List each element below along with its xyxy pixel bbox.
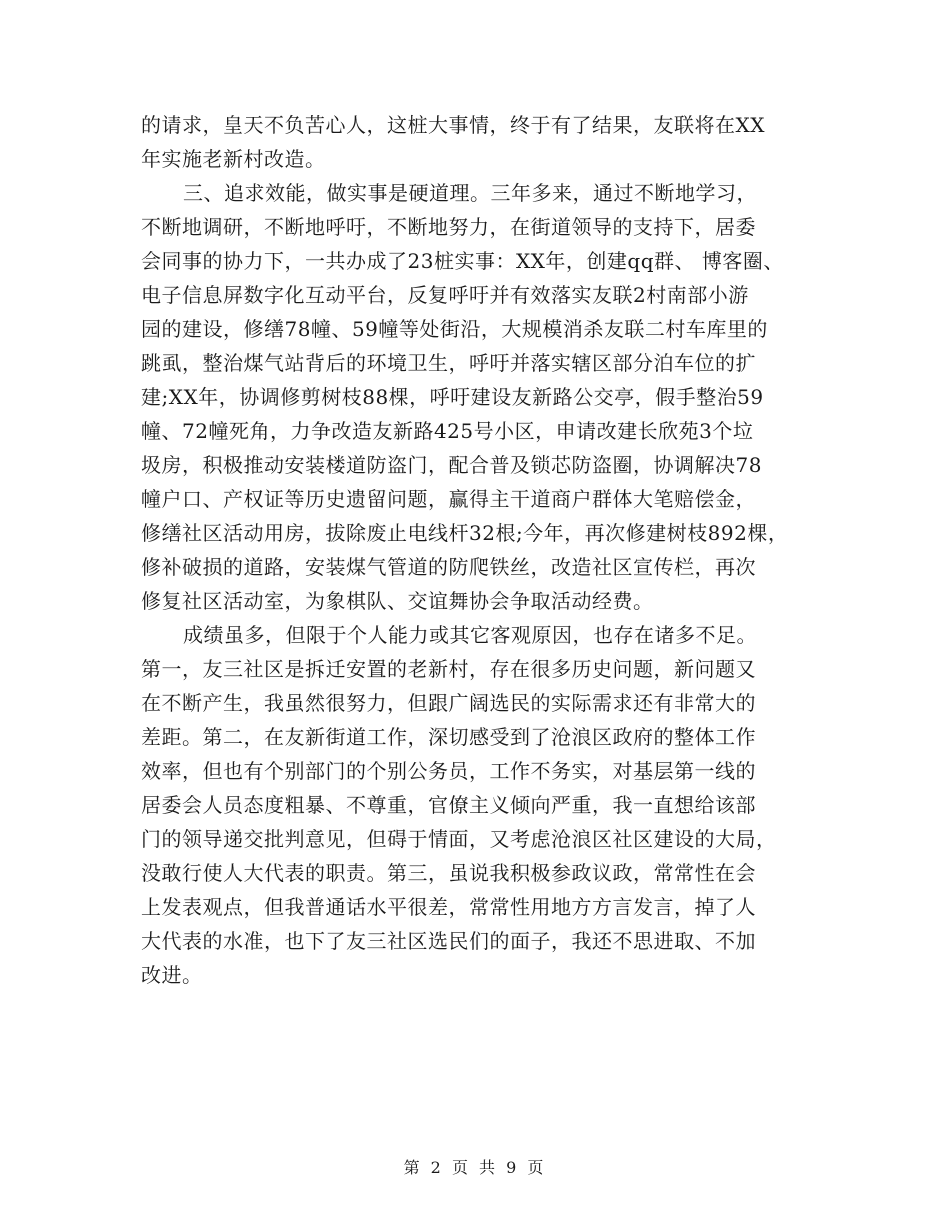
body-text: [141, 108, 831, 992]
text-line: 建;XX年，协调修剪树枝88棵，呼吁建设友新路公交亭，假手整治59: [141, 385, 764, 409]
paragraph-start-line: 三、追求效能，做实事是硬道理。三年多来，通过不断地学习，: [183, 181, 757, 205]
text-line: 幢、72幢死角，力争改造友新路425号小区，申请改建长欣苑3个垃: [141, 419, 754, 443]
text-line: 上发表观点，但我普通话水平很差，常常性用地方方言发言，掉了人: [141, 895, 756, 919]
text-line: 园的建设，修缮78幢、59幢等处街沿，大规模消杀友联二村车库里的: [141, 317, 768, 341]
text-line: 圾房，积极推动安装楼道防盗门，配合普及锁芯防盗圈，协调解决78: [141, 453, 762, 477]
text-line: 电子信息屏数字化互动平台，反复呼吁并有效落实友联2村南部小游: [141, 283, 749, 307]
paragraph-start-line: 成绩虽多，但限于个人能力或其它客观原因，也存在诸多不足。: [183, 623, 757, 647]
text-line: 会同事的协力下，一共办成了23桩实事：XX年，创建qq群、 博客圈、: [141, 249, 784, 273]
text-line: 修缮社区活动用房，拔除废止电线杆32根;今年，再次修建树枝892棵，: [141, 521, 789, 545]
text-line: 居委会人员态度粗暴、不尊重，官僚主义倾向严重，我一直想给该部: [141, 793, 756, 817]
text-line: 第一，友三社区是拆迁安置的老新村，存在很多历史问题，新问题又: [141, 657, 756, 681]
text-line: 没敢行使人大代表的职责。第三，虽说我积极参政议政，常常性在会: [141, 861, 756, 885]
text-line: 差距。第二，在友新街道工作，深切感受到了沧浪区政府的整体工作: [141, 725, 756, 749]
text-line: 门的领导递交批判意见，但碍于情面，又考虑沧浪区社区建设的大局，: [141, 827, 777, 851]
text-line: 改进。: [141, 963, 203, 987]
page-number-footer: 第 2 页 共 9 页: [403, 1158, 547, 1177]
text-line: 大代表的水准，也下了友三社区选民们的面子，我还不思进取、不加: [141, 929, 756, 953]
text-line: 修补破损的道路，安装煤气管道的防爬铁丝，改造社区宣传栏，再次: [141, 555, 756, 579]
text-line: 效率，但也有个别部门的个别公务员，工作不务实，对基层第一线的: [141, 759, 756, 783]
text-line: 幢户口、产权证等历史遗留问题，赢得主干道商户群体大笔赔偿金，: [141, 487, 756, 511]
text-line: 年实施老新村改造。: [141, 147, 326, 171]
text-line: 修复社区活动室，为象棋队、交谊舞协会争取活动经费。: [141, 589, 654, 613]
text-line: 跳虱，整治煤气站背后的环境卫生，呼吁并落实辖区部分泊车位的扩: [141, 351, 756, 375]
text-line: 在不断产生，我虽然很努力，但跟广阔选民的实际需求还有非常大的: [141, 691, 756, 715]
text-line: 不断地调研，不断地呼吁，不断地努力，在街道领导的支持下，居委: [141, 215, 756, 239]
text-line: 的请求，皇天不负苦心人，这桩大事情，终于有了结果，友联将在XX: [141, 113, 765, 137]
